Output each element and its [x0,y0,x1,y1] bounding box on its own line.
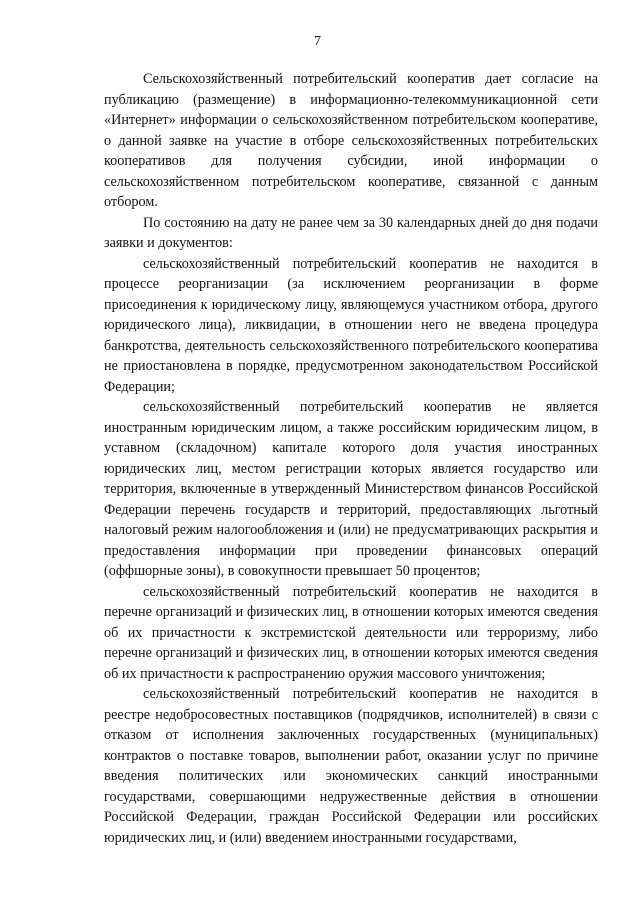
paragraph-consent-publication: Сельскохозяйственный потребительский кооператив дает согласие на публикацию (размещение) в информационно-телекоммуникационной сети «Интернет» информации о сельскохозяйственном потребительском кооперативе, о данной заявке на участие в отборе сельскохозяйственных потребительских кооперативов для получения субсидии, иной информации о сельскохозяйственном потребительском кооперативе, связанной с данным отбором. [104,71,598,210]
paragraph-no-reorganization: сельскохозяйственный потребительский кооператив не находится в процессе реорганизации (за исключением реорганизации в форме присоединения к юридическому лицу, являющемуся участником отбора, другого юридического лица), ликвидации, в отношении него не введена процедура банкротства, деятельность сельскохозяйственного потребительского кооператива не приостановлена в порядке, предусмотренном законодательством Российской Федерации; [104,255,598,395]
paragraph-status-date: По состоянию на дату не ранее чем за 30 календарных дней до дня подачи заявки и документов: [104,214,598,251]
page-number: 7 [314,34,321,49]
paragraph-not-foreign-entity: сельскохозяйственный потребительский кооператив не является иностранным юридическим лицом, а также российским юридическим лицом, в уставном (складочном) капитале которого доля участия иностранных юридических лиц, местом регистрации которых является государство или территория, включенные в утвержденный Министерством финансов Российской Федерации перечень государств и территорий, предоставляющих льготный налоговый режим налогообложения и (или) не предусматривающих раскрытия и предоставления информации при проведении финансовых операций (оффшорные зоны), в совокупности превышает 50 процентов; [104,399,598,579]
paragraph-not-extremist-list: сельскохозяйственный потребительский кооператив не находится в перечне организаций и физических лиц, в отношении которых имеются сведения об их причастности к экстремистской деятельности или терроризму, либо перечне организаций и физических лиц, в отношении которых имеются сведения об их причастности к распространению оружия массового уничтожения; [104,583,598,682]
paragraph-not-unreliable-suppliers: сельскохозяйственный потребительский кооператив не находится в реестре недобросовестных поставщиков (подрядчиков, исполнителей) в связи с отказом от исполнения заключенных государственных (муниципальных) контрактов о поставке товаров, выполнении работ, оказании услуг по причине введения политических или экономических санкций иностранными государствами, совершающими недружественные действия в отношении Российской Федерации, граждан Российской Федерации или российских юридических лиц, и (или) введением иностранными государствами, [104,686,598,846]
document-body [104,69,598,848]
